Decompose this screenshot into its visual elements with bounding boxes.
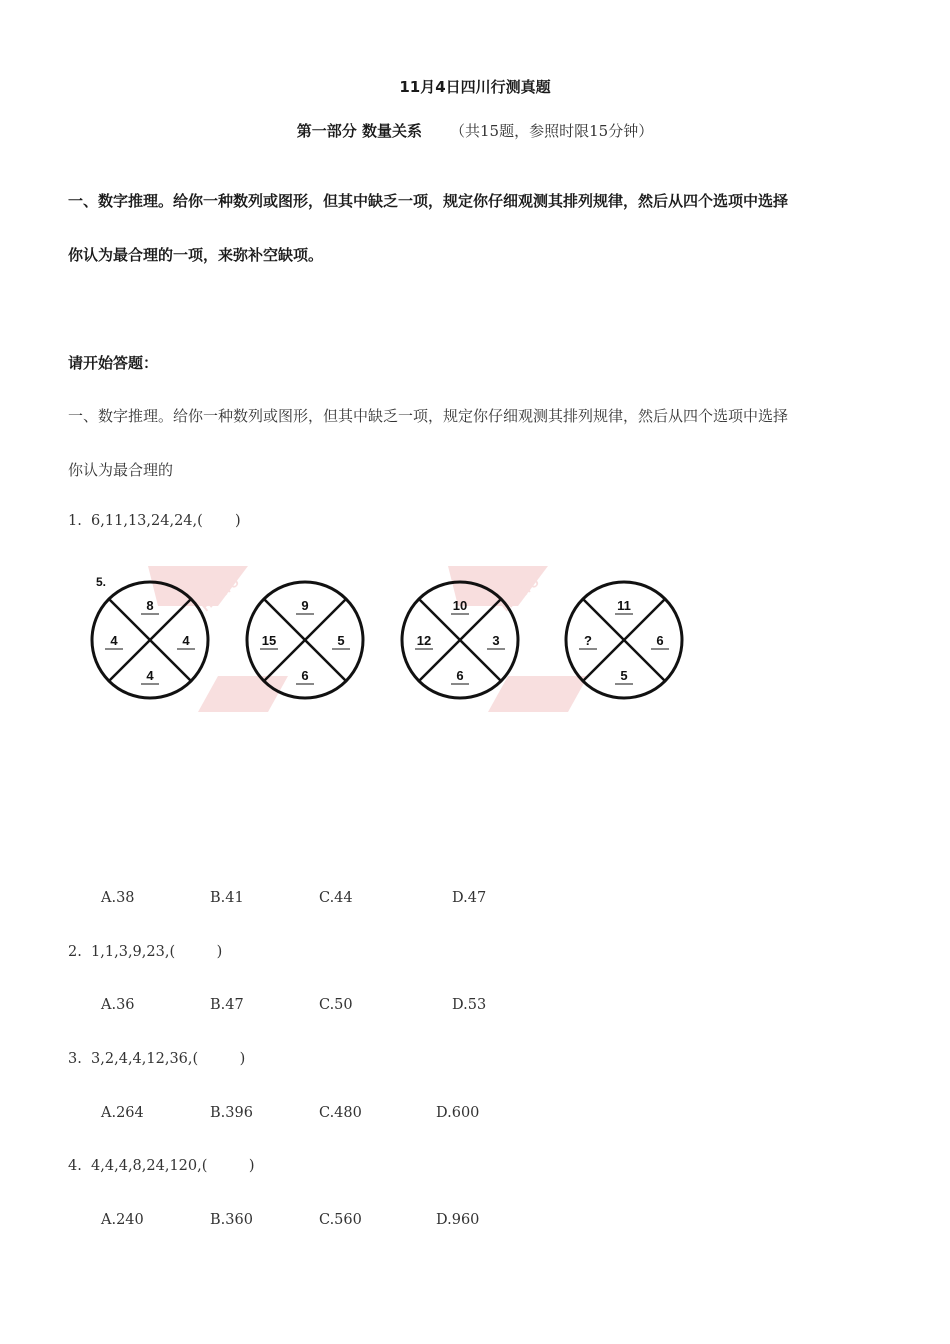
question-3-stem: 3. 3,2,4,4,12,36,( ) [68, 1051, 246, 1067]
circle-number-left: 15 [261, 633, 277, 648]
circle-puzzle-figure [88, 566, 688, 712]
circle-number-bottom: 4 [146, 668, 154, 683]
figure-label: 5. [96, 575, 107, 589]
q2-option-a[interactable]: A.36 [101, 997, 135, 1013]
section-header [0, 120, 950, 141]
section-title: 第一部分 数量关系 [296, 122, 423, 140]
circle-number-left: 4 [110, 633, 118, 648]
q2-option-c[interactable]: C.50 [319, 997, 353, 1013]
question-4-stem: 4. 4,4,4,8,24,120,( ) [68, 1158, 255, 1174]
section-note: （共15题，参照时限15分钟） [450, 122, 654, 140]
circle-number-right: 6 [656, 633, 664, 648]
q3-option-c[interactable]: C.480 [319, 1105, 362, 1121]
q4-option-a[interactable]: A.240 [101, 1212, 144, 1228]
q3-option-d[interactable]: D.600 [436, 1105, 480, 1121]
q4-option-b[interactable]: B.360 [210, 1212, 253, 1228]
page-title: 11月4日四川行测真题 [399, 78, 551, 96]
watermark [148, 566, 588, 712]
circle-number-top: 11 [617, 598, 631, 613]
circle-number-top: 9 [301, 598, 309, 613]
q1-option-b[interactable]: B.41 [210, 890, 244, 906]
q4-option-c[interactable]: C.560 [319, 1212, 362, 1228]
watermark-text: HUATU [498, 574, 543, 615]
q2-option-b[interactable]: B.47 [210, 997, 244, 1013]
start-label: 请开始答题： [68, 354, 159, 372]
question-2-stem: 2. 1,1,3,9,23,( ) [68, 944, 223, 960]
instruction-bold-line2: 你认为最合理的一项，来弥补空缺项。 [68, 246, 324, 264]
q1-option-a[interactable]: A.38 [101, 890, 135, 906]
circle-number-right: 4 [182, 633, 190, 648]
circle-number-bottom: 6 [301, 668, 309, 683]
circle-number-left: ? [584, 633, 592, 648]
circle-number-top: 10 [452, 598, 468, 613]
circle-number-right: 5 [337, 633, 345, 648]
q2-option-d[interactable]: D.53 [452, 997, 487, 1013]
watermark-shape [488, 676, 588, 712]
question-1-stem: 1. 6,11,13,24,24,( ) [68, 513, 241, 529]
circle-number-right: 3 [492, 633, 500, 648]
circle-number-left: 12 [416, 633, 432, 648]
instruction-plain-line1: 一、数字推理。给你一种数列或图形，但其中缺乏一项，规定你仔细观测其排列规律，然后从四个选项中选择 [68, 407, 789, 425]
watermark-shape [198, 676, 288, 712]
q3-option-a[interactable]: A.264 [101, 1105, 144, 1121]
q1-option-d[interactable]: D.47 [452, 890, 487, 906]
circle-number-bottom: 5 [620, 668, 628, 683]
circle-number-top: 8 [146, 598, 154, 613]
instruction-plain-line2: 你认为最合理的 [68, 461, 174, 479]
q1-option-c[interactable]: C.44 [319, 890, 353, 906]
q4-option-d[interactable]: D.960 [436, 1212, 480, 1228]
circle-number-bottom: 6 [456, 668, 464, 683]
instruction-bold-line1: 一、数字推理。给你一种数列或图形，但其中缺乏一项，规定你仔细观测其排列规律，然后从四个选项中选择 [68, 192, 789, 210]
watermark-text: HUATU [198, 574, 243, 615]
q3-option-b[interactable]: B.396 [210, 1105, 253, 1121]
